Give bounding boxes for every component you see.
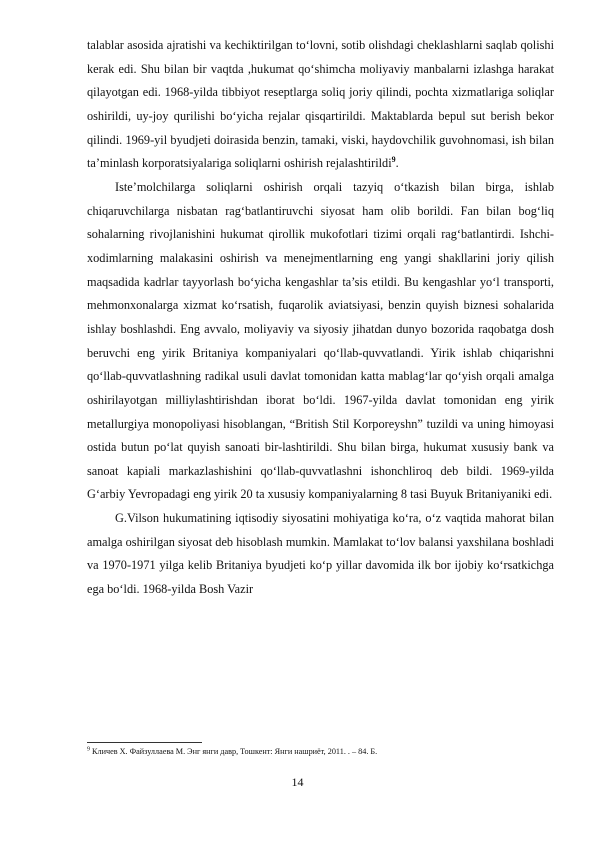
paragraph-2: Iste’molchilarga soliqlarni oshirish orqali tazyiq o‘tkazish bilan birga, ishlab chiqaruvchilarga nisbatan rag‘batlantiruvchi siyosat ham olib borildi. Fan bilan bog‘liq sohalarning rivojlanishini hukumat qirollik mukofotlari tizimi orqali rag‘batlantirdi. Ishchi-xodimlarning malakasini oshirish va menejmentlarning eng yangi shakllarini joriy qilish maqsadida kadrlar tayyorlash bo‘yicha kengashlar ta’sis etildi. Bu kengashlar yo‘l transporti, mehmonxonalarga xizmat ko‘rsatish, fuqarolik aviatsiyasi, benzin quyish biznesi sohalarida ishlay boshlashdi. Eng avvalo, moliyaviy va siyosiy jihatdan dunyo bozorida raqobatga dosh beruvchi eng yirik Britaniya kompaniyalari qo‘llab-quvvatlandi. Yirik ishlab chiqarishni qo‘llab-quvvatlashning radikal usuli davlat tomonidan katta mablag‘lar qo‘yish orqali amalga oshirilayotgan milliylashtirishdan iborat bo‘ldi. 1967-yilda davlat tomonidan eng yirik metallurgiya monopoliyasi hisoblangan, “British Stil Korporeyshn” tuzildi va uning himoyasi ostida butun po‘lat quyish sanoati bir-lashtirildi. Shu bilan birga, hukumat xususiy bank va sanoat kapiali markazlashishini qo‘llab-quvvatlashni ishonchliroq deb bildi. 1969-yilda G‘arbiy Yevropadagi eng yirik 20 ta xususiy kompaniyalarning 8 tasi Buyuk Britaniyaniki edi. — [87, 179, 554, 502]
footnote-reference[interactable]: 9 — [391, 155, 396, 165]
paragraph-1-suffix: . — [395, 156, 399, 171]
footnote — [87, 746, 554, 757]
footnote-separator — [87, 742, 202, 743]
footnote-number: 9 — [87, 746, 90, 753]
paragraph-1 — [87, 34, 554, 176]
page-number: 14 — [291, 775, 304, 789]
paragraph-1-text: talablar asosida ajratishi va kechiktirilgan to‘lovni, sotib olishdagi cheklashlarni saqlab qolishi kerak edi. Shu bilan bir vaqtda ,hukumat qo‘shimcha moliyaviy manbalarni izlashga harakat qilayotgan edi. 1968-yilda tibbiyot reseptlarga soliq joriy qilindi, pochta xizmatlariga soliqlar oshirildi, uy-joy qurilishi bo‘yicha rejalar qisqartirildi. Maktablarda bepul sut berish bekor qilindi. 1969-yil byudjeti doirasida benzin, tamaki, viski, haydovchilik guvohnomasi, ish bilan ta’minlash korporatsiyalariga soliqlarni oshirish rejalashtirildi — [87, 38, 554, 171]
paragraph-3: G.Vilson hukumatining iqtisodiy siyosatini mohiyatiga ko‘ra, o‘z vaqtida mahorat bilan amalga oshirilgan siyosat deb hisoblash mumkin. Mamlakat to‘lov balansi yaxshilana boshladi va 1970-1971 yilga kelib Britaniya byudjeti ko‘p yillar davomida ilk bor ijobiy ko‘rsatkichga ega bo‘ldi. 1968-yilda Bosh Vazir — [87, 511, 554, 597]
footnote-text: Кличев Х. Файзуллаева М. Энг янги давр, Тошкент: Янги нашриёт, 2011. . – 84. Б. — [90, 747, 378, 756]
body-text — [87, 34, 554, 602]
